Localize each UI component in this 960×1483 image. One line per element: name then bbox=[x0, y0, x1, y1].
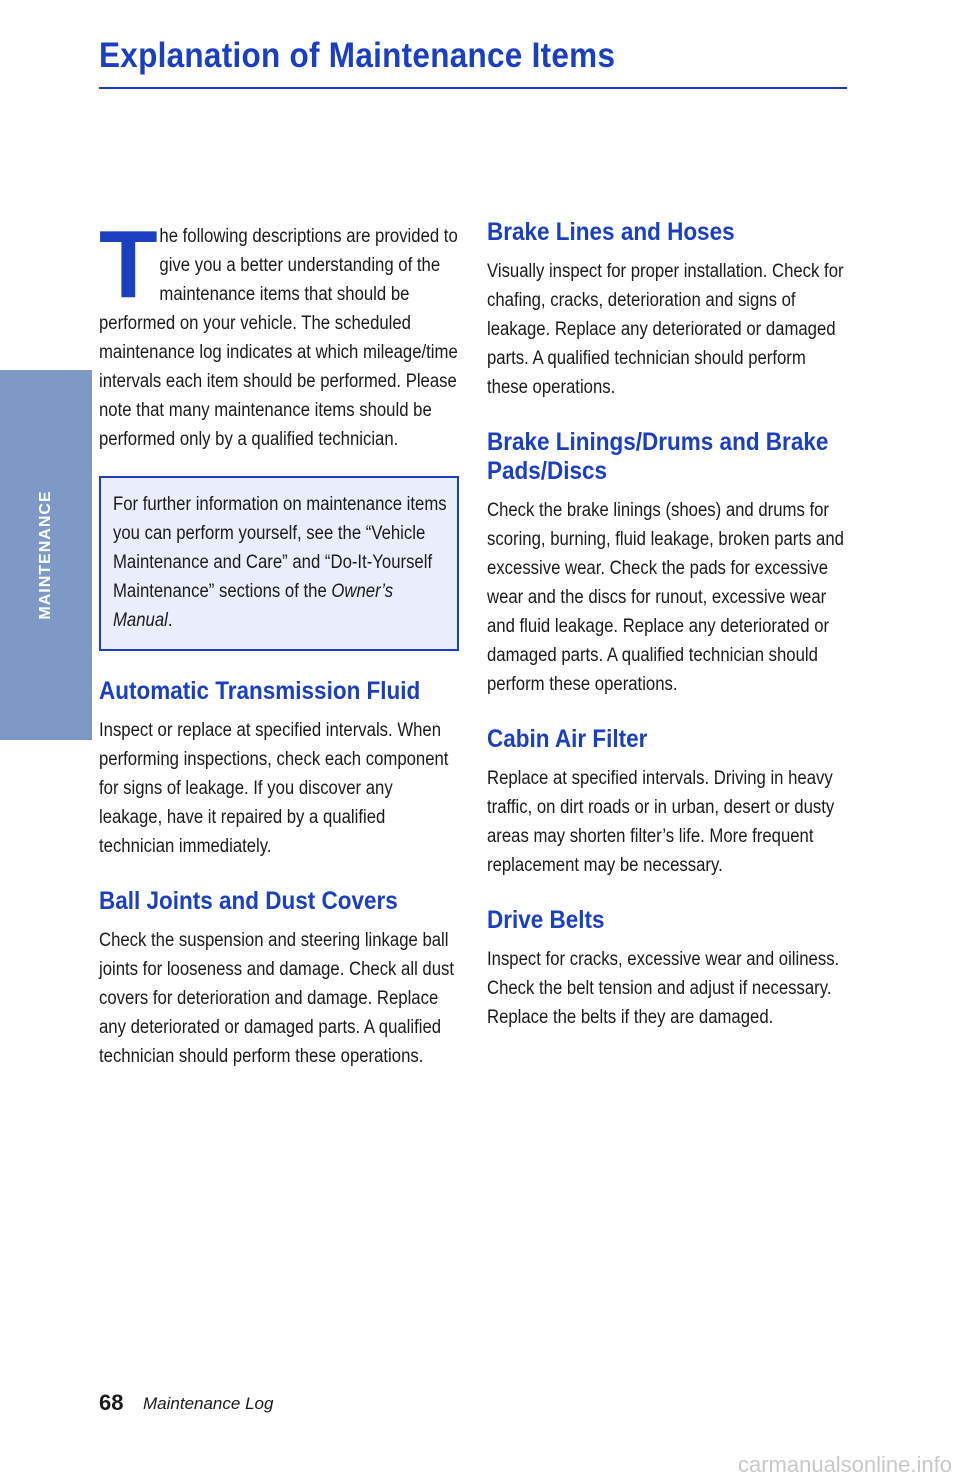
left-column bbox=[99, 211, 459, 1071]
section-brake-lines bbox=[487, 218, 847, 402]
section-heading: Cabin Air Filter bbox=[487, 725, 648, 753]
section-body: Visually inspect for proper installation. Check for chafing, cracks, deterioration and signs of leakage. Replace any deteriorated or damaged parts. A qualified technician should perform these operations. bbox=[487, 261, 844, 398]
section-body: Check the brake linings (shoes) and drums for scoring, burning, fluid leakage, broken parts and excessive wear. Check the pads for excessive wear and the discs for runout, excessive wear and fluid leakage. Replace any deteriorated or damaged parts. A qualified technician should perform these operations. bbox=[487, 500, 844, 695]
drop-cap: T bbox=[99, 211, 158, 318]
section-body: Inspect for cracks, excessive wear and oiliness. Check the belt tension and adjust if necessary. Replace the belts if they are damaged. bbox=[487, 949, 840, 1028]
section-ball-joints bbox=[99, 887, 459, 1071]
section-heading: Automatic Transmission Fluid bbox=[99, 677, 421, 705]
note-text bbox=[113, 490, 448, 635]
page-title: Explanation of Maintenance Items bbox=[99, 36, 616, 75]
owners-manual-reference: Owner’s Manual bbox=[113, 581, 394, 631]
section-brake-linings bbox=[487, 428, 847, 699]
section-body: Replace at specified intervals. Driving in heavy traffic, on dirt roads or in urban, desert or dusty areas may shorten filter’s life. More frequent replacement may be necessary. bbox=[487, 768, 835, 876]
section-cabin-air-filter bbox=[487, 725, 847, 880]
side-tab-label: MAINTENANCE bbox=[37, 490, 54, 620]
section-drive-belts bbox=[487, 906, 847, 1032]
section-body: Check the suspension and steering linkage ball joints for looseness and damage. Check all dust covers for deterioration and damage. Replace any deteriorated or damaged parts. A qualified technician should perform these operations. bbox=[99, 930, 455, 1067]
intro-text: he following descriptions are provided to give you a better understanding of the maintenance items that should be performed on your vehicle. The scheduled maintenance log indicates at which mileage/time intervals each item should be performed. Please note that many maintenance items should be performed only by a qualified technician. bbox=[99, 226, 458, 450]
note-end: . bbox=[167, 610, 173, 631]
note-body: For further information on maintenance items you can perform yourself, see the “Vehicle Maintenance and Care” and “Do-It-Yourself Maintenance” sections of the bbox=[113, 494, 447, 602]
section-heading: Brake Lines and Hoses bbox=[487, 218, 735, 246]
section-heading: Drive Belts bbox=[487, 906, 605, 934]
section-heading: Brake Linings/Drums and Brake Pads/Discs bbox=[487, 428, 829, 485]
section-heading: Ball Joints and Dust Covers bbox=[99, 887, 398, 915]
footer-label: Maintenance Log bbox=[143, 1394, 274, 1413]
info-note-box bbox=[99, 476, 459, 651]
section-body: Inspect or replace at specified intervals. When performing inspections, check each component for signs of leakage. If you discover any leakage, have it repaired by a qualified technician immediately. bbox=[99, 720, 449, 857]
right-column bbox=[487, 218, 847, 1032]
page-number: 68 bbox=[99, 1390, 124, 1415]
title-divider bbox=[99, 87, 847, 89]
watermark: carmanualsonline.info bbox=[737, 1452, 952, 1477]
section-automatic-transmission-fluid bbox=[99, 677, 459, 861]
intro-paragraph bbox=[99, 211, 459, 454]
